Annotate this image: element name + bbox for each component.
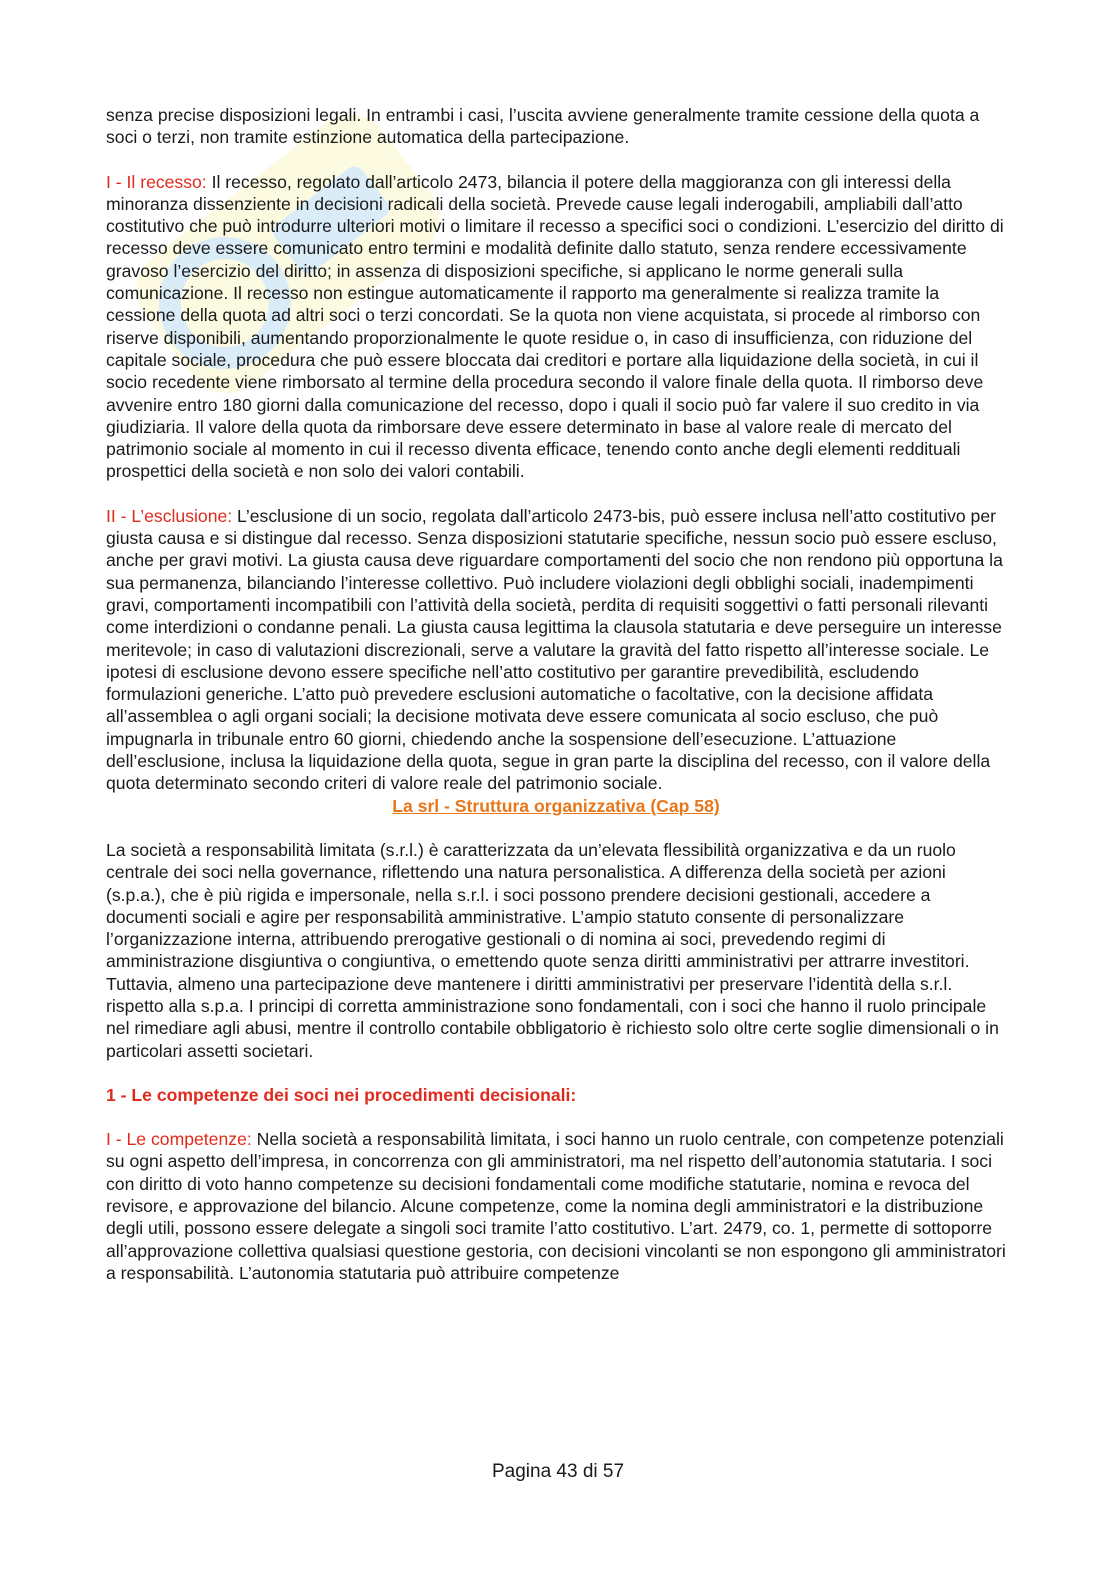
paragraph-competenze <box>106 1128 1006 1284</box>
document-page <box>106 104 1006 1284</box>
paragraph-esclusione <box>106 505 1006 795</box>
esclusione-lead: II - L’esclusione: <box>106 505 233 526</box>
chapter-heading: La srl - Struttura organizzativa (Cap 58) <box>392 795 720 816</box>
competenze-lead: I - Le competenze: <box>106 1129 252 1150</box>
paragraph-recesso <box>106 171 1006 483</box>
paragraph-struttura: La società a responsabilità limitata (s.r.l.) è caratterizzata da un’elevata flessibilità organizzativa e da un ruolo centrale dei soci nella governance, riflettendo una natura personalistica. A differenza della società per azioni (s.p.a.), che è più rigida e impersonale, nella s.r.l. i soci possono prendere decisioni gestionali, accedere a documenti sociali e agire per responsabilità amministrative. L’ampio statuto consente di personalizzare l’organizzazione interna, attribuendo prerogative gestionali o di nomina ai soci, prevedendo regimi di amministrazione disgiuntiva o congiuntiva, o emettendo quote senza diritti amministrativi per attrarre investitori. Tuttavia, almeno una partecipazione deve mantenere i diritti amministrativi per preservare l’identità della s.r.l. rispetto alla s.p.a. I principi di corretta amministrazione sono fondamentali, con i soci che hanno il ruolo principale nel rimediare agli abusi, mentre il controllo contabile obbligatorio è richiesto solo oltre certe soglie dimensionali o in particolari assetti societari. <box>106 839 999 1061</box>
recesso-body: Il recesso, regolato dall’articolo 2473, bilancia il potere della maggioranza con gli interessi della minoranza dissenziente in decisioni radicali della società. Prevede cause legali inderogabili, ampliabili dall’atto costitutivo che può introdurre ulteriori motivi o limitare il recesso a specifici soci o condizioni. L’esercizio del diritto di recesso deve essere comunicato entro termini e modalità definite dallo statuto, senza rendere eccessivamente gravoso l’esercizio del diritto; in assenza di disposizioni specifiche, si applicano le norme generali sulla comunicazione. Il recesso non estingue automaticamente il rapporto ma generalmente si realizza tramite la cessione della quota ad altri soci o terzi concordati. Se la quota non viene acquistata, si procede al rimborso con riserve disponibili, aumentando proporzionalmente le quote residue o, in caso di insufficienza, con riduzione del capitale sociale, procedura che può essere bloccata dai creditori e portare alla liquidazione della società, in cui il socio recedente viene rimborsato al termine della procedura secondo il valore finale della quota. Il rimborso deve avvenire entro 180 giorni dalla comunicazione del recesso, dopo i quali il socio può far valere il suo credito in via giudiziaria. Il valore della quota da rimborsare deve essere determinato in base al valore reale di mercato del patrimonio sociale al momento in cui il recesso diventa efficace, tenendo conto anche degli elementi reddituali prospettici della società e non solo dei valori contabili. <box>106 171 1004 482</box>
paragraph-intro: senza precise disposizioni legali. In entrambi i casi, l’uscita avviene generalmente tramite cessione della quota a soci o terzi, non tramite estinzione automatica della partecipazione. <box>106 105 980 148</box>
section-heading: 1 - Le competenze dei soci nei procedimenti decisionali: <box>106 1084 577 1105</box>
competenze-body: Nella società a responsabilità limitata, i soci hanno un ruolo centrale, con competenze potenziali su ogni aspetto dell’impresa, in concorrenza con gli amministratori, ma nel rispetto dell’autonomia statutaria. I soci con diritto di voto hanno competenze su decisioni fondamentali come modifiche statutarie, nomina e revoca del revisore, e approvazione del bilancio. Alcune competenze, come la nomina degli amministratori e la distribuzione degli utili, possono essere delegate a singoli soci tramite l’atto costitutivo. L’art. 2479, co. 1, permette di sottoporre all’approvazione collettiva qualsiasi questione gestoria, con decisioni vincolanti se non espongono gli amministratori a responsabilità. L’autonomia statutaria può attribuire competenze <box>106 1129 1006 1283</box>
esclusione-body: L’esclusione di un socio, regolata dall’articolo 2473-bis, può essere inclusa nell’atto costitutivo per giusta causa e si distingue dal recesso. Senza disposizioni statutarie specifiche, nessun socio può essere escluso, anche per gravi motivi. La giusta causa deve riguardare comportamenti del socio che non rendono più opportuna la sua permanenza, bilanciando l’interesse collettivo. Può includere violazioni degli obblighi sociali, inadempimenti gravi, comportamenti incompatibili con l’attività della società, perdita di requisiti soggettivi o fatti personali rilevanti come interdizioni o condanne penali. La giusta causa legittima la clausola statutaria e deve perseguire un interesse meritevole; in caso di valutazioni discrezionali, serve a valutare la gravità del fatto rispetto all’interesse sociale. Le ipotesi di esclusione devono essere specifiche nell’atto costitutivo per garantire prevedibilità, escludendo formulazioni generiche. L’atto può prevedere esclusioni automatiche o facoltative, con la decisione affidata all’assemblea o agli organi sociali; la decisione motivata deve essere comunicata al socio escluso, che può impugnarla in tribunale entro 60 giorni, chiedendo anche la sospensione dell’esecuzione. L’attuazione dell’esclusione, inclusa la liquidazione della quota, segue in gran parte la disciplina del recesso, con il valore della quota determinato secondo criteri di valore reale del patrimonio sociale. <box>106 505 1003 794</box>
page-number: Pagina 43 di 57 <box>491 1461 625 1482</box>
recesso-lead: I - Il recesso: <box>106 171 207 192</box>
